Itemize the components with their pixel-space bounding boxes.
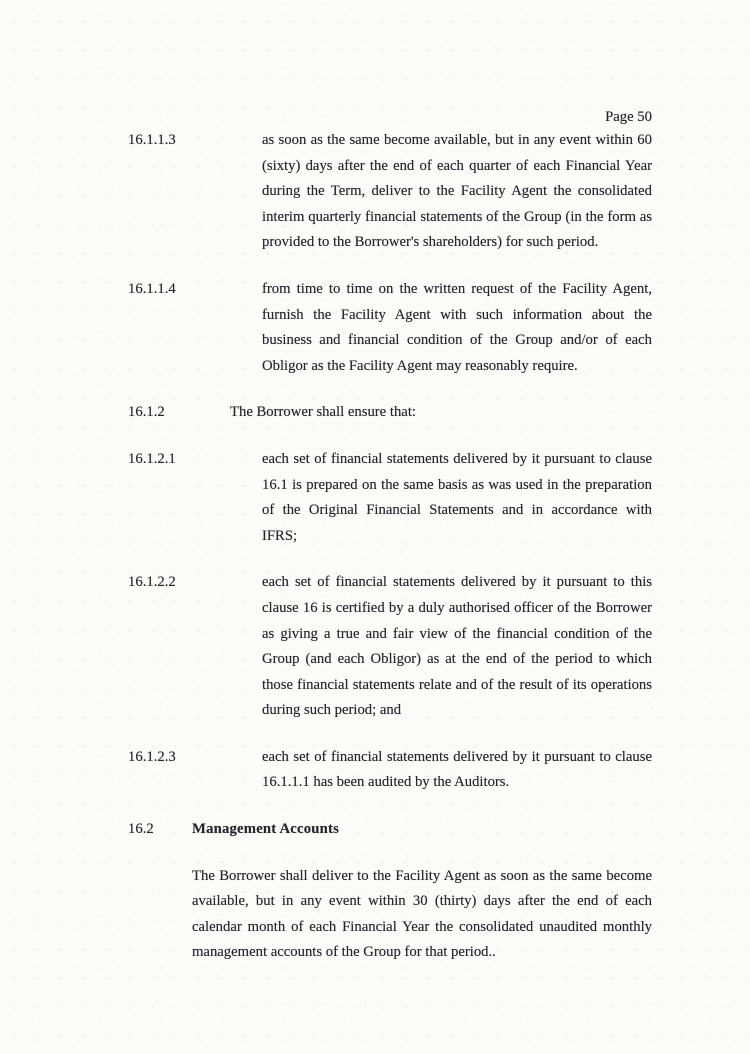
clause-section xyxy=(128,817,652,843)
clause-number: 16.1.1.3 xyxy=(128,132,176,148)
clause-text: each set of financial statements delivered by it pursuant to this clause 16 is certified by a duly authorised officer of the Borrower as giving a true and fair view of the financial condition of the Group (and each Obligor) as at the end of the period to which those financial statements relate and of the result of its operations during such period; and xyxy=(262,574,652,719)
clause-number: 16.1.2.3 xyxy=(128,748,176,765)
clause-text: The Borrower shall deliver to the Facility Agent as soon as the same become available, but in any event within 30 (thirty) days after the end of each calendar month of each Financial Year the consolidated unaudited monthly management accounts of the Group for that period.. xyxy=(192,867,652,961)
clause-number: 16.2 xyxy=(128,821,154,838)
clause-section xyxy=(128,400,652,426)
clause-text: from time to time on the written request of the Facility Agent, furnish the Facility Agent with such information about the business and financial condition of the Group and/or of each Obligor as the Facility Agent may reasonably require. xyxy=(262,280,652,374)
clause-number: 16.1.2 xyxy=(128,404,165,421)
clause-section xyxy=(128,864,652,966)
clause-section xyxy=(128,128,652,256)
clause-text: each set of financial statements delivered by it pursuant to clause 16.1.1.1 has been audited by the Auditors. xyxy=(262,748,652,791)
clause-sections-container xyxy=(128,128,652,966)
clause-section xyxy=(128,570,652,724)
clause-number: 16.1.2.1 xyxy=(128,450,176,467)
page-number: Page 50 xyxy=(605,109,652,125)
clause-text: each set of financial statements delivered by it pursuant to clause 16.1 is prepared on the same basis as was used in the preparation of the Original Financial Statements and in accordance with IFRS; xyxy=(262,450,652,544)
clause-section xyxy=(128,447,652,549)
clause-text: as soon as the same become available, but in any event within 60 (sixty) days after the end of each quarter of each Financial Year during the Term, deliver to the Facility Agent the consolidated interim quarterly financial statements of the Group (in the form as provided to the Borrower's shareholders) for such period. xyxy=(262,132,652,251)
clause-number: 16.1.2.2 xyxy=(128,574,176,591)
clause-section xyxy=(128,277,652,379)
clause-text: The Borrower shall ensure that: xyxy=(230,404,416,421)
clause-number: 16.1.1.4 xyxy=(128,280,176,297)
page-content xyxy=(128,108,652,987)
clause-text: Management Accounts xyxy=(192,821,339,838)
clause-section xyxy=(128,745,652,796)
